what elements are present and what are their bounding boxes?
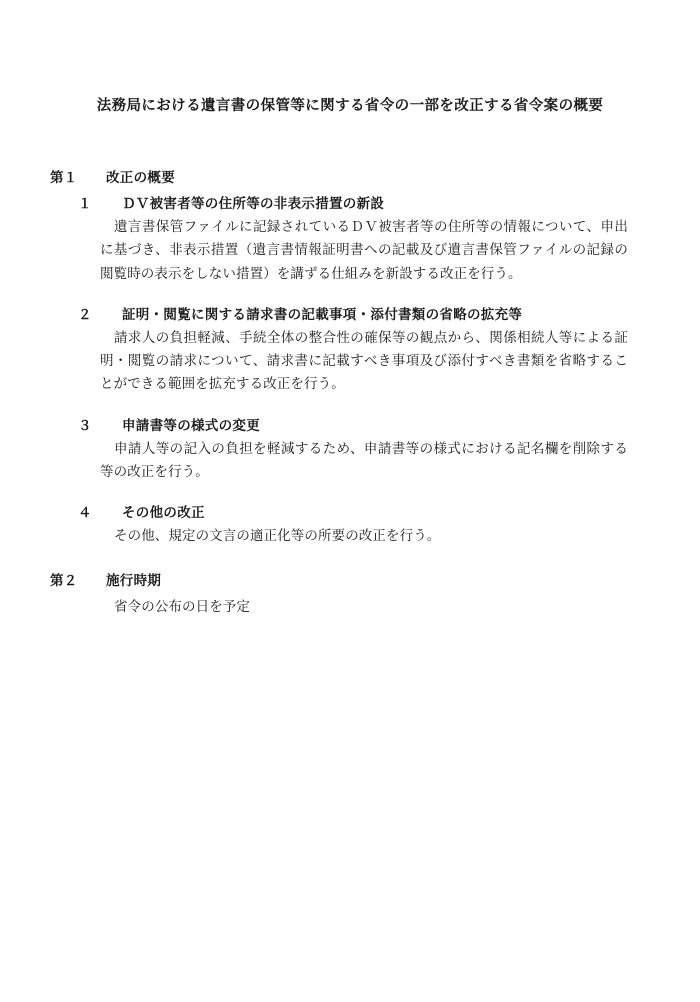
section-2-body: 省令の公布の日を予定 <box>114 599 250 615</box>
item-2-label: 証明・閲覧に関する請求書の記載事項・添付書類の省略の拡充等 <box>122 306 523 322</box>
section-2-body-block <box>72 595 628 618</box>
section-2-label: 施行時期 <box>106 573 162 589</box>
item-1 <box>72 192 628 285</box>
item-4-number: ４ <box>78 504 92 520</box>
item-4-label: その他の改正 <box>122 504 205 520</box>
section-1 <box>50 166 628 547</box>
section-spacer <box>72 551 628 569</box>
item-4-heading <box>78 501 628 521</box>
item-3-heading <box>78 414 628 434</box>
item-4 <box>72 501 628 547</box>
item-2 <box>72 303 628 396</box>
item-2-heading <box>78 303 628 323</box>
section-1-number: 第１ <box>50 170 78 186</box>
section-2-heading <box>50 569 628 589</box>
section-2-number: 第２ <box>50 573 78 589</box>
page-title: 法務局における遺言書の保管等に関する省令の一部を改正する省令案の概要 <box>96 98 604 114</box>
item-3-body: 申請人等の記入の負担を軽減するため、申請書等の様式における記名欄を削除する等の改正を行う。 <box>100 440 628 479</box>
item-1-label: ＤＶ被害者等の住所等の非表示措置の新設 <box>122 196 385 212</box>
item-3-label: 申請書等の様式の変更 <box>122 417 260 433</box>
section-1-label: 改正の概要 <box>106 170 175 186</box>
section-1-heading <box>50 166 628 186</box>
item-1-heading <box>78 192 628 212</box>
item-2-number: ２ <box>78 306 92 322</box>
item-2-body: 請求人の負担軽減、手続全体の整合性の確保等の観点から、関係相続人等による証明・閲覧の請求について、請求書に記載すべき事項及び添付すべき書類を省略することができる範囲を拡充する改正を行う。 <box>100 329 628 392</box>
section-2 <box>50 569 628 618</box>
item-1-body: 遺言書保管ファイルに記録されているＤＶ被害者等の住所等の情報について、申出に基づき、非表示措置（遺言書情報証明書への記載及び遺言書保管ファイルの記録の閲覧時の表示をしない措置）を講ずる仕組みを新設する改正を行う。 <box>100 219 628 281</box>
item-3-number: ３ <box>78 417 92 433</box>
item-4-body: その他、規定の文言の適正化等の所要の改正を行う。 <box>114 527 441 543</box>
item-1-number: １ <box>78 196 92 212</box>
item-3 <box>72 414 628 483</box>
